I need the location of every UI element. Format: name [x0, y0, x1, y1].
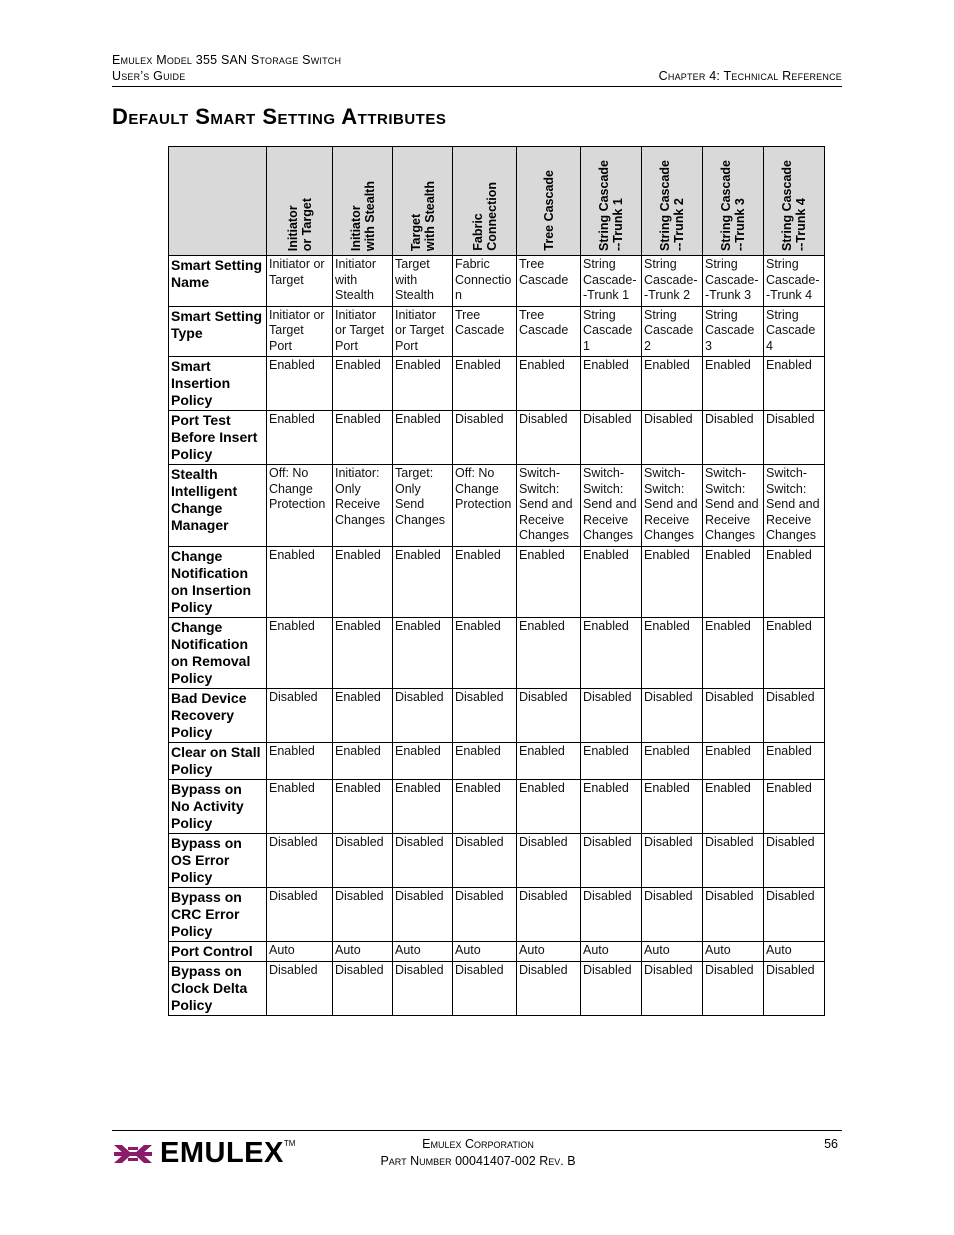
- table-row: [169, 961, 825, 1015]
- table-cell: Initiator: Only Receive Changes: [333, 465, 393, 547]
- table-cell: Enabled: [333, 779, 393, 833]
- table-header-row: [169, 147, 825, 256]
- table-cell: Enabled: [703, 357, 764, 411]
- section-title: Default Smart Setting Attributes: [112, 104, 447, 129]
- table-cell: Enabled: [267, 779, 333, 833]
- table-cell: Disabled: [453, 411, 517, 465]
- header-rule: [112, 86, 842, 87]
- table-cell: Enabled: [517, 742, 581, 779]
- footer-part-number: Part Number 00041407-002 Rev. B: [380, 1154, 576, 1168]
- column-header-label: Initiator or Target: [285, 197, 314, 251]
- table-cell: Disabled: [581, 887, 642, 941]
- column-header: [764, 147, 825, 256]
- table-cell: Enabled: [703, 617, 764, 688]
- column-header-label: Fabric Connection: [470, 182, 499, 251]
- table-cell: Tree Cascade: [517, 256, 581, 307]
- table-cell: Disabled: [581, 961, 642, 1015]
- column-header: [581, 147, 642, 256]
- table-cell: Enabled: [393, 357, 453, 411]
- column-header-label: String Cascade --Trunk 1: [597, 159, 625, 251]
- column-header-label: Target with Stealth: [408, 180, 437, 251]
- column-header-label: String Cascade --Trunk 4: [780, 159, 808, 251]
- table-cell: Enabled: [703, 742, 764, 779]
- table-row: [169, 306, 825, 357]
- column-header: [333, 147, 393, 256]
- table-cell: Enabled: [581, 742, 642, 779]
- table-cell: Enabled: [642, 617, 703, 688]
- table-row: [169, 833, 825, 887]
- table-cell: Switch- Switch: Send and Receive Changes: [581, 465, 642, 547]
- table-cell: Enabled: [703, 779, 764, 833]
- table-cell: Disabled: [703, 961, 764, 1015]
- table-cell: Auto: [764, 941, 825, 961]
- table-cell: Enabled: [393, 617, 453, 688]
- table-cell: Disabled: [333, 887, 393, 941]
- table-cell: Enabled: [764, 617, 825, 688]
- table-cell: Enabled: [764, 742, 825, 779]
- table-cell: Disabled: [642, 411, 703, 465]
- table-cell: Disabled: [764, 688, 825, 742]
- column-header-label: String Cascade --Trunk 2: [658, 159, 686, 251]
- table-cell: Disabled: [517, 887, 581, 941]
- table-cell: Enabled: [267, 546, 333, 617]
- table-cell: String Cascade 3: [703, 306, 764, 357]
- table-cell: Target: Only Send Changes: [393, 465, 453, 547]
- table-row: [169, 546, 825, 617]
- table-cell: Disabled: [642, 887, 703, 941]
- table-cell: Enabled: [517, 546, 581, 617]
- logo-wordmark: EMULEX: [160, 1137, 284, 1169]
- running-header-right: Chapter 4: Technical Reference: [658, 69, 842, 83]
- table-cell: Enabled: [581, 546, 642, 617]
- footer-center: [368, 1136, 588, 1170]
- table-cell: Enabled: [267, 742, 333, 779]
- corner-cell: [169, 147, 267, 256]
- table-cell: Disabled: [703, 833, 764, 887]
- table-cell: Auto: [581, 941, 642, 961]
- table-cell: Auto: [453, 941, 517, 961]
- table-cell: Enabled: [333, 742, 393, 779]
- table-cell: Disabled: [764, 833, 825, 887]
- column-header: [517, 147, 581, 256]
- table-cell: Disabled: [703, 688, 764, 742]
- table-cell: Enabled: [517, 357, 581, 411]
- table-cell: Disabled: [517, 688, 581, 742]
- table-cell: Disabled: [453, 961, 517, 1015]
- table-cell: Disabled: [517, 411, 581, 465]
- table-cell: Disabled: [764, 887, 825, 941]
- table-cell: Disabled: [642, 961, 703, 1015]
- emulex-logo-icon: [112, 1139, 154, 1169]
- row-label: Clear on Stall Policy: [169, 742, 267, 779]
- header-product: Emulex Model 355 SAN Storage Switch: [112, 53, 342, 67]
- row-label: Port Test Before Insert Policy: [169, 411, 267, 465]
- row-label: Change Notification on Removal Policy: [169, 617, 267, 688]
- logo-trademark: TM: [283, 1139, 296, 1148]
- table-cell: Fabric Connectio n: [453, 256, 517, 307]
- table-cell: Enabled: [333, 546, 393, 617]
- table-cell: Disabled: [453, 688, 517, 742]
- row-label: Bad Device Recovery Policy: [169, 688, 267, 742]
- table-row: [169, 688, 825, 742]
- table-cell: Switch- Switch: Send and Receive Changes: [764, 465, 825, 547]
- table-row: [169, 617, 825, 688]
- table-cell: String Cascade 1: [581, 306, 642, 357]
- table-cell: Enabled: [453, 357, 517, 411]
- table-cell: Disabled: [581, 833, 642, 887]
- table-cell: Disabled: [393, 887, 453, 941]
- table-cell: Disabled: [267, 887, 333, 941]
- table-cell: Switch- Switch: Send and Receive Changes: [703, 465, 764, 547]
- table-cell: Disabled: [517, 961, 581, 1015]
- table-cell: Enabled: [393, 411, 453, 465]
- table-cell: Disabled: [581, 688, 642, 742]
- table-cell: Enabled: [333, 411, 393, 465]
- table-cell: Enabled: [267, 617, 333, 688]
- column-header: [393, 147, 453, 256]
- row-label: Stealth Intelligent Change Manager: [169, 465, 267, 547]
- table-cell: Enabled: [453, 742, 517, 779]
- header-guide: User’s Guide: [112, 69, 186, 83]
- table-cell: Enabled: [453, 617, 517, 688]
- table-cell: Disabled: [267, 833, 333, 887]
- row-label: Bypass on Clock Delta Policy: [169, 961, 267, 1015]
- table-cell: Disabled: [642, 688, 703, 742]
- column-header: [642, 147, 703, 256]
- table-cell: Disabled: [642, 833, 703, 887]
- table-cell: Disabled: [453, 833, 517, 887]
- table-cell: Auto: [267, 941, 333, 961]
- page-number: 56: [824, 1137, 838, 1151]
- table-cell: Enabled: [581, 779, 642, 833]
- table-cell: Enabled: [333, 357, 393, 411]
- table-cell: Enabled: [267, 357, 333, 411]
- table-cell: Enabled: [267, 411, 333, 465]
- footer-company: Emulex Corporation: [422, 1137, 534, 1151]
- table-cell: String Cascade- -Trunk 3: [703, 256, 764, 307]
- table-cell: Disabled: [393, 688, 453, 742]
- row-label: Bypass on No Activity Policy: [169, 779, 267, 833]
- table-cell: Enabled: [517, 779, 581, 833]
- table-cell: Off: No Change Protection: [267, 465, 333, 547]
- row-label: Change Notification on Insertion Policy: [169, 546, 267, 617]
- table-cell: Disabled: [267, 961, 333, 1015]
- table-cell: Auto: [393, 941, 453, 961]
- column-header: [703, 147, 764, 256]
- table-cell: Disabled: [703, 887, 764, 941]
- table-cell: Switch- Switch: Send and Receive Changes: [642, 465, 703, 547]
- table-cell: String Cascade 4: [764, 306, 825, 357]
- table-cell: Disabled: [581, 411, 642, 465]
- table-cell: Enabled: [581, 357, 642, 411]
- row-label: Smart Insertion Policy: [169, 357, 267, 411]
- table-cell: Disabled: [333, 833, 393, 887]
- table-cell: Auto: [333, 941, 393, 961]
- table-cell: Disabled: [393, 833, 453, 887]
- table-cell: Disabled: [703, 411, 764, 465]
- table-cell: Initiator or Target Port: [333, 306, 393, 357]
- running-header-left: [112, 52, 341, 84]
- row-label: Smart Setting Type: [169, 306, 267, 357]
- table-cell: String Cascade- -Trunk 4: [764, 256, 825, 307]
- table-cell: Enabled: [393, 742, 453, 779]
- table-cell: String Cascade- -Trunk 2: [642, 256, 703, 307]
- table-body: [169, 256, 825, 1016]
- table-cell: Disabled: [764, 961, 825, 1015]
- table-cell: String Cascade 2: [642, 306, 703, 357]
- row-label: Bypass on OS Error Policy: [169, 833, 267, 887]
- table-cell: Off: No Change Protection: [453, 465, 517, 547]
- table-cell: Auto: [517, 941, 581, 961]
- table-cell: Enabled: [517, 617, 581, 688]
- table-cell: Disabled: [764, 411, 825, 465]
- attributes-table: [168, 146, 825, 1016]
- table-cell: Target with Stealth: [393, 256, 453, 307]
- column-header-label: String Cascade --Trunk 3: [719, 159, 747, 251]
- table-cell: Enabled: [333, 617, 393, 688]
- table-cell: Initiator with Stealth: [333, 256, 393, 307]
- table-cell: Enabled: [764, 546, 825, 617]
- table-cell: Enabled: [333, 688, 393, 742]
- table-cell: Enabled: [764, 357, 825, 411]
- table-cell: Tree Cascade: [517, 306, 581, 357]
- table-cell: Initiator or Target Port: [393, 306, 453, 357]
- table-cell: Enabled: [703, 546, 764, 617]
- table-cell: Disabled: [393, 961, 453, 1015]
- table-cell: String Cascade- -Trunk 1: [581, 256, 642, 307]
- table-cell: Auto: [703, 941, 764, 961]
- column-header-label: Initiator with Stealth: [348, 180, 377, 251]
- column-header: [267, 147, 333, 256]
- table-cell: Switch- Switch: Send and Receive Changes: [517, 465, 581, 547]
- emulex-logo: [112, 1137, 295, 1170]
- table-row: [169, 941, 825, 961]
- table-row: [169, 411, 825, 465]
- table-cell: Enabled: [453, 779, 517, 833]
- table-row: [169, 357, 825, 411]
- table-cell: Initiator or Target: [267, 256, 333, 307]
- table-cell: Tree Cascade: [453, 306, 517, 357]
- table-row: [169, 256, 825, 307]
- column-header-label: Tree Cascade: [541, 170, 556, 251]
- row-label: Port Control: [169, 941, 267, 961]
- table-row: [169, 742, 825, 779]
- row-label: Bypass on CRC Error Policy: [169, 887, 267, 941]
- table-cell: Enabled: [642, 357, 703, 411]
- table-cell: Initiator or Target Port: [267, 306, 333, 357]
- table-row: [169, 887, 825, 941]
- table-cell: Disabled: [517, 833, 581, 887]
- table-cell: Enabled: [642, 742, 703, 779]
- table-cell: Disabled: [267, 688, 333, 742]
- table-row: [169, 465, 825, 547]
- table-cell: Enabled: [393, 779, 453, 833]
- table-cell: Enabled: [581, 617, 642, 688]
- table-cell: Enabled: [393, 546, 453, 617]
- footer-rule: [112, 1130, 842, 1131]
- row-label: Smart Setting Name: [169, 256, 267, 307]
- table-cell: Auto: [642, 941, 703, 961]
- table-cell: Disabled: [333, 961, 393, 1015]
- table-cell: Enabled: [453, 546, 517, 617]
- column-header: [453, 147, 517, 256]
- table-cell: Enabled: [642, 546, 703, 617]
- table-cell: Enabled: [764, 779, 825, 833]
- table-cell: Enabled: [642, 779, 703, 833]
- table-row: [169, 779, 825, 833]
- table-cell: Disabled: [453, 887, 517, 941]
